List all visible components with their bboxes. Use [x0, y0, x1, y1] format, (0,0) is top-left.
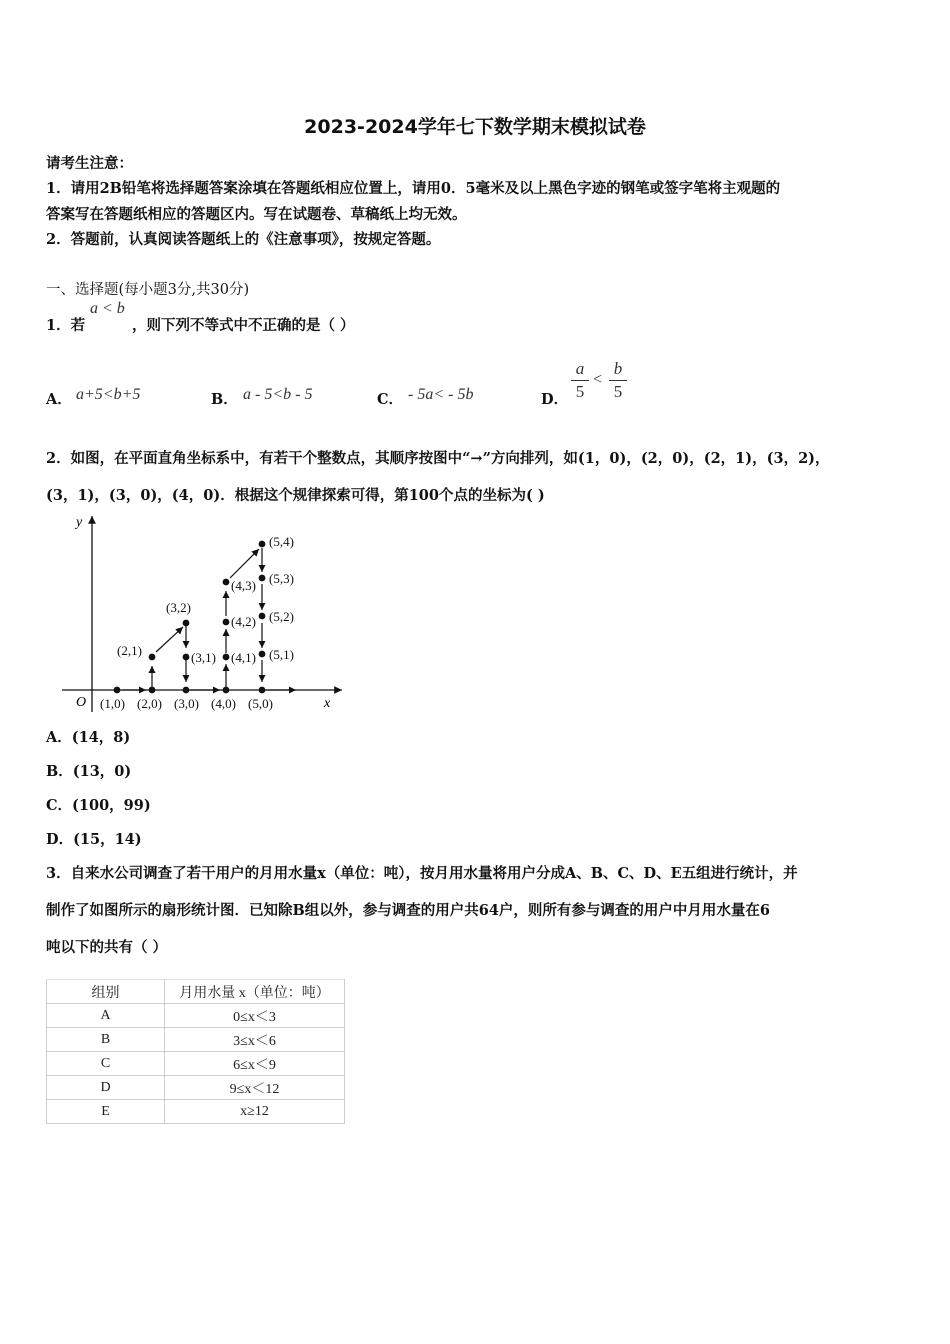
notice-heading: 请考生注意：: [46, 155, 133, 172]
q1-condition: a < b: [90, 300, 125, 317]
point-1-0: [114, 687, 121, 694]
point-3-2: [183, 620, 190, 627]
q1-option-b-letter: B．: [211, 391, 238, 408]
q3-line-3: 吨以下的共有（ ）: [46, 939, 168, 956]
label-4-3: (4,3): [231, 578, 256, 593]
label-5-4: (5,4): [269, 534, 294, 549]
point-4-3: [223, 579, 230, 586]
q1-option-b-expr: a - 5<b - 5: [243, 386, 313, 403]
group-cell: E: [47, 1100, 165, 1124]
q1-suffix: ，则下列不等式中不正确的是（ ）: [132, 317, 355, 334]
group-cell: A: [47, 1004, 165, 1028]
arrow-3-4: [156, 627, 183, 652]
fraction-1-bar: [571, 380, 589, 381]
fraction-2-bar: [609, 380, 627, 381]
point-2-0: [149, 687, 156, 694]
q1-option-a-letter: A．: [46, 391, 72, 408]
point-2-1: [149, 654, 156, 661]
table-header-row: [47, 980, 345, 1004]
group-cell: D: [47, 1076, 165, 1100]
label-4-0: (4,0): [211, 696, 236, 711]
label-5-3: (5,3): [269, 571, 294, 586]
q2-line-2: (3，1)，(3，0)，(4，0)．根据这个规律探索可得，第100个点的坐标为( ): [46, 487, 545, 504]
water-usage-table: [46, 979, 345, 1124]
notice-line-1b: 答案写在答题纸相应的答题区内。写在试题卷、草稿纸上均无效。: [46, 206, 467, 223]
point-5-1: [259, 651, 266, 658]
q1-option-d-relation: <: [593, 371, 603, 388]
axis-label-y: y: [76, 515, 83, 530]
q3-line-1: 3．自来水公司调查了若干用户的月用水量x（单位：吨），按月用水量将用户分成A、B、C、D、E五组进行统计，并: [46, 865, 798, 882]
point-5-2: [259, 613, 266, 620]
point-4-2: [223, 619, 230, 626]
q2-option-a: A．(14，8): [46, 729, 131, 746]
section-heading: 一、选择题(每小题3分,共30分): [46, 282, 250, 298]
group-cell: C: [47, 1052, 165, 1076]
q1-option-d-fraction-2: [609, 359, 627, 402]
q2-option-c: C．(100，99): [46, 797, 151, 814]
q3-line-2: 制作了如图所示的扇形统计图．已知除B组以外，参与调查的用户共64户，则所有参与调查的用户中月用水量在6: [46, 902, 771, 919]
axis-label-x: x: [324, 696, 331, 711]
range-cell: 0≤x＜3: [165, 1004, 345, 1028]
origin-label: O: [76, 695, 87, 710]
range-cell: 9≤x＜12: [165, 1076, 345, 1100]
table-row: [47, 1100, 345, 1124]
label-1-0: (1,0): [100, 696, 125, 711]
header-usage: 月用水量 x（单位：吨）: [165, 980, 345, 1004]
table-row: [47, 1004, 345, 1028]
q1-option-a-expr: a+5<b+5: [76, 386, 141, 403]
table-row: [47, 1076, 345, 1100]
label-3-2: (3,2): [166, 600, 191, 615]
label-5-0: (5,0): [248, 696, 273, 711]
label-2-0: (2,0): [137, 696, 162, 711]
q2-option-b: B．(13，0): [46, 763, 132, 780]
label-4-1: (4,1): [231, 650, 256, 665]
notice-line-2: 2．答题前，认真阅读答题纸上的《注意事项》，按规定答题。: [46, 231, 441, 248]
range-cell: 6≤x＜9: [165, 1052, 345, 1076]
label-5-2: (5,2): [269, 609, 294, 624]
page-title: 2023-2024学年七下数学期末模拟试卷: [304, 116, 646, 138]
q1-prefix: 1．若: [46, 317, 86, 334]
q1-option-c-letter: C．: [377, 391, 404, 408]
q1-option-d-letter: D．: [541, 391, 569, 408]
notice-line-1: 1．请用2B铅笔将选择题答案涂填在答题纸相应位置上，请用0．5毫米及以上黑色字迹的钢笔或签字笔将主观题的: [46, 180, 781, 197]
q1-option-d-fraction-1: [571, 359, 589, 402]
point-3-0: [183, 687, 190, 694]
fraction-1-denominator: 5: [575, 382, 585, 401]
label-5-1: (5,1): [269, 647, 294, 662]
point-4-0: [223, 687, 230, 694]
fraction-1-numerator: a: [575, 359, 585, 378]
header-group: 组别: [47, 980, 165, 1004]
group-cell: B: [47, 1028, 165, 1052]
label-3-1: (3,1): [191, 650, 216, 665]
label-4-2: (4,2): [231, 614, 256, 629]
fraction-2-numerator: b: [613, 359, 623, 378]
point-4-1: [223, 654, 230, 661]
q2-line-1: 2．如图，在平面直角坐标系中，有若干个整数点，其顺序按图中“→”方向排列，如(1，0)，(2，0)，(2，1)，(3，2)，: [46, 450, 830, 467]
q1-option-c-expr: - 5a< - 5b: [408, 386, 474, 403]
point-3-1: [183, 654, 190, 661]
range-cell: x≥12: [165, 1100, 345, 1124]
arrow-10-11: [230, 549, 259, 578]
point-5-0: [259, 687, 266, 694]
point-5-4: [259, 541, 266, 548]
label-3-0: (3,0): [174, 696, 199, 711]
table-row: [47, 1052, 345, 1076]
table-row: [47, 1028, 345, 1052]
fraction-2-denominator: 5: [613, 382, 623, 401]
q2-option-d: D．(15，14): [46, 831, 142, 848]
label-2-1: (2,1): [117, 643, 142, 658]
q2-coordinate-graph: [56, 508, 356, 718]
point-5-3: [259, 575, 266, 582]
range-cell: 3≤x＜6: [165, 1028, 345, 1052]
